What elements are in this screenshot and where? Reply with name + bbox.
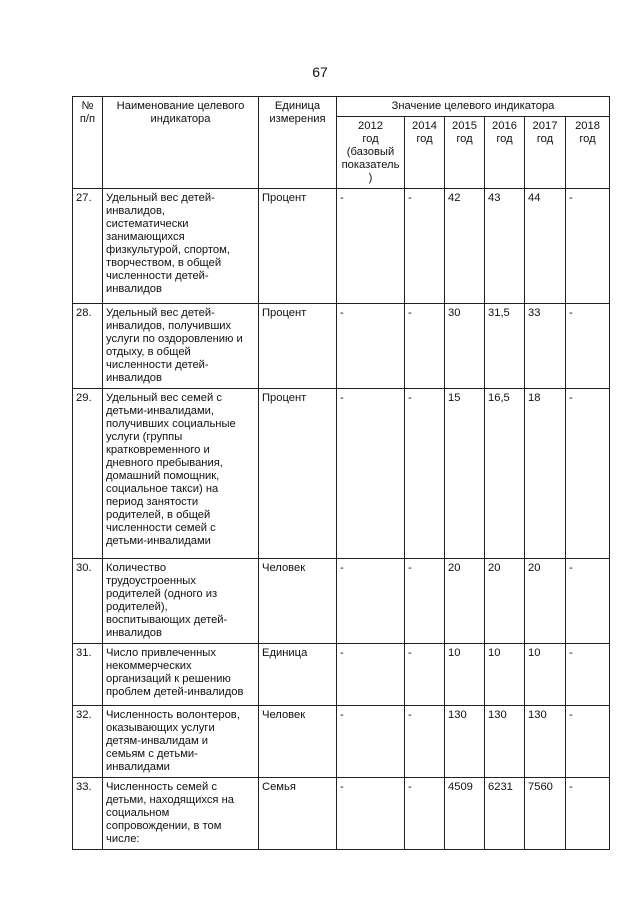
header-year-2012: 2012 год (базовый показатель) bbox=[337, 117, 405, 189]
indicator-unit: Процент bbox=[259, 389, 337, 559]
indicator-value: - bbox=[566, 644, 610, 706]
row-number: 29. bbox=[73, 389, 103, 559]
indicator-value: 15 bbox=[445, 389, 485, 559]
indicator-value: 20 bbox=[445, 559, 485, 644]
indicator-value: - bbox=[405, 389, 445, 559]
table-row bbox=[73, 389, 610, 559]
page-number: 67 bbox=[312, 64, 328, 80]
indicator-value: 6231 bbox=[485, 778, 525, 850]
indicator-value: 20 bbox=[525, 559, 566, 644]
indicator-name: Численность семей с детьми, находящихся на социальном сопровождении, в том числе: bbox=[103, 778, 259, 850]
table-header-row bbox=[73, 97, 610, 117]
indicator-value: 33 bbox=[525, 304, 566, 389]
header-year-2014: 2014 год bbox=[405, 117, 445, 189]
indicator-table bbox=[72, 96, 610, 850]
indicator-value: - bbox=[337, 304, 405, 389]
indicator-name: Численность волонтеров, оказывающих услуги детям-инвалидам и семьям с детьми- инвалидами bbox=[103, 706, 259, 778]
indicator-value: - bbox=[405, 706, 445, 778]
header-year-2015: 2015 год bbox=[445, 117, 485, 189]
row-number: 33. bbox=[73, 778, 103, 850]
table-row bbox=[73, 706, 610, 778]
row-number: 28. bbox=[73, 304, 103, 389]
indicator-unit: Семья bbox=[259, 778, 337, 850]
indicator-value: - bbox=[337, 644, 405, 706]
indicator-value: - bbox=[337, 189, 405, 304]
table-row bbox=[73, 304, 610, 389]
indicator-value: 18 bbox=[525, 389, 566, 559]
indicator-value: 130 bbox=[525, 706, 566, 778]
indicator-value: 20 bbox=[485, 559, 525, 644]
indicator-value: 30 bbox=[445, 304, 485, 389]
indicator-unit: Человек bbox=[259, 706, 337, 778]
indicator-value: 42 bbox=[445, 189, 485, 304]
table-row bbox=[73, 189, 610, 304]
header-num: № п/п bbox=[73, 97, 103, 189]
header-name: Наименование целевого индикатора bbox=[103, 97, 259, 189]
indicator-name: Удельный вес детей- инвалидов, получивших услуги по оздоровлению и отдыху, в общей численности детей- инвалидов bbox=[103, 304, 259, 389]
indicator-unit: Человек bbox=[259, 559, 337, 644]
table-row bbox=[73, 778, 610, 850]
indicator-value: - bbox=[566, 778, 610, 850]
indicator-unit: Процент bbox=[259, 189, 337, 304]
indicator-value: - bbox=[405, 189, 445, 304]
indicator-name: Число привлеченных некоммерческих организаций к решению проблем детей-инвалидов bbox=[103, 644, 259, 706]
row-number: 31. bbox=[73, 644, 103, 706]
indicator-value: - bbox=[566, 189, 610, 304]
indicator-value: - bbox=[405, 644, 445, 706]
indicator-value: - bbox=[337, 559, 405, 644]
indicator-name: Удельный вес детей- инвалидов, систематически занимающихся физкультурой, спортом, творчеством, в общей численности детей- инвалидов bbox=[103, 189, 259, 304]
indicator-value: 31,5 bbox=[485, 304, 525, 389]
indicator-name: Удельный вес семей с детьми-инвалидами, получивших социальные услуги (группы кратковременного и дневного пребывания, домашний помощник, социальное такси) на период занятости родителей, в общей численности семей с детьми-инвалидами bbox=[103, 389, 259, 559]
indicator-value: - bbox=[337, 706, 405, 778]
indicator-value: - bbox=[405, 559, 445, 644]
indicator-value: 10 bbox=[445, 644, 485, 706]
indicator-value: 130 bbox=[485, 706, 525, 778]
row-number: 30. bbox=[73, 559, 103, 644]
indicator-value: 10 bbox=[525, 644, 566, 706]
row-number: 27. bbox=[73, 189, 103, 304]
indicator-value: - bbox=[566, 559, 610, 644]
indicator-value: 43 bbox=[485, 189, 525, 304]
indicator-value: - bbox=[566, 304, 610, 389]
indicator-value: 44 bbox=[525, 189, 566, 304]
header-unit: Единица измерения bbox=[259, 97, 337, 189]
indicator-value: - bbox=[337, 778, 405, 850]
indicator-name: Количество трудоустроенных родителей (одного из родителей), воспитывающих детей- инвалидов bbox=[103, 559, 259, 644]
indicator-value: - bbox=[566, 389, 610, 559]
indicator-value: - bbox=[405, 778, 445, 850]
indicator-unit: Единица bbox=[259, 644, 337, 706]
table-row bbox=[73, 644, 610, 706]
row-number: 32. bbox=[73, 706, 103, 778]
header-year-2016: 2016 год bbox=[485, 117, 525, 189]
table-row bbox=[73, 559, 610, 644]
header-value-group: Значение целевого индикатора bbox=[337, 97, 610, 117]
indicator-value: 4509 bbox=[445, 778, 485, 850]
indicator-value: 16,5 bbox=[485, 389, 525, 559]
indicator-value: - bbox=[566, 706, 610, 778]
indicator-unit: Процент bbox=[259, 304, 337, 389]
header-year-2017: 2017 год bbox=[525, 117, 566, 189]
indicator-value: 130 bbox=[445, 706, 485, 778]
indicator-value: - bbox=[337, 389, 405, 559]
indicator-value: 10 bbox=[485, 644, 525, 706]
header-year-2018: 2018 год bbox=[566, 117, 610, 189]
indicator-value: - bbox=[405, 304, 445, 389]
indicator-value: 7560 bbox=[525, 778, 566, 850]
